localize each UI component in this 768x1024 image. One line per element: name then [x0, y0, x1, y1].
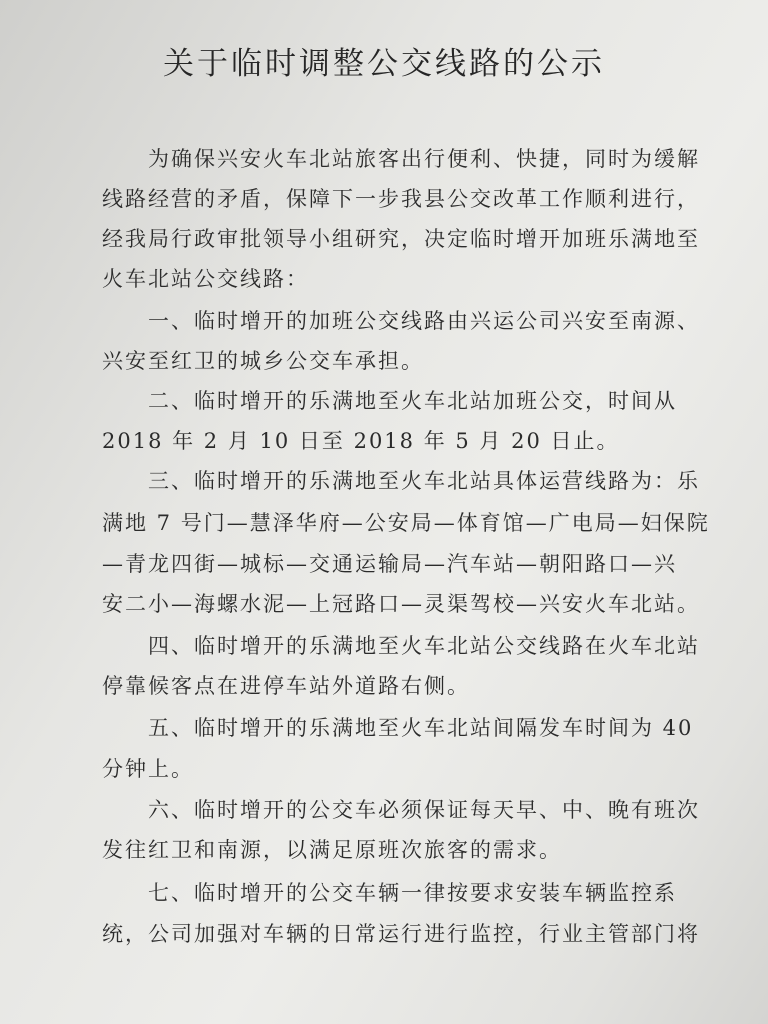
item-7-line-2: 统，公司加强对车辆的日常运行进行监控，行业主管部门将: [102, 922, 700, 946]
item-3-line-3: —青龙四街—城标—交通运输局—汽车站—朝阳路口—兴: [102, 552, 677, 576]
item-2-line-2: 2018 年 2 月 10 日至 2018 年 5 月 20 日止。: [102, 429, 620, 453]
item-6-line-2: 发往红卫和南源，以满足原班次旅客的需求。: [102, 838, 562, 862]
item-4-line-2: 停靠候客点在进停车站外道路右侧。: [102, 674, 470, 698]
paragraph-intro-line-2: 线路经营的矛盾，保障下一步我县公交改革工作顺利进行，: [102, 187, 700, 211]
item-3-line-2: 满地 7 号门—慧泽华府—公安局—体育馆—广电局—妇保院: [102, 511, 710, 535]
paragraph-intro-line-4: 火车北站公交线路：: [102, 267, 309, 291]
item-1-line-1: 一、临时增开的加班公交线路由兴运公司兴安至南源、: [148, 309, 700, 333]
paragraph-intro-line-3: 经我局行政审批领导小组研究，决定临时增开加班乐满地至: [102, 227, 700, 251]
item-6-line-1: 六、临时增开的公交车必须保证每天早、中、晚有班次: [148, 798, 700, 822]
item-4-line-1: 四、临时增开的乐满地至火车北站公交线路在火车北站: [148, 634, 700, 658]
item-2-line-1: 二、临时增开的乐满地至火车北站加班公交，时间从: [148, 389, 677, 413]
item-7-line-1: 七、临时增开的公交车辆一律按要求安装车辆监控系: [148, 881, 677, 905]
item-3-line-4: 安二小—海螺水泥—上冠路口—灵渠驾校—兴安火车北站。: [102, 592, 700, 616]
item-1-line-2: 兴安至红卫的城乡公交车承担。: [102, 349, 424, 373]
document-title: 关于临时调整公交线路的公示: [163, 46, 605, 82]
item-3-line-1: 三、临时增开的乐满地至火车北站具体运营线路为：乐: [148, 469, 700, 493]
item-5-line-1: 五、临时增开的乐满地至火车北站间隔发车时间为 40: [148, 716, 694, 740]
paragraph-intro-line-1: 为确保兴安火车北站旅客出行便利、快捷，同时为缓解: [148, 147, 700, 171]
item-5-line-2: 分钟上。: [102, 757, 194, 781]
